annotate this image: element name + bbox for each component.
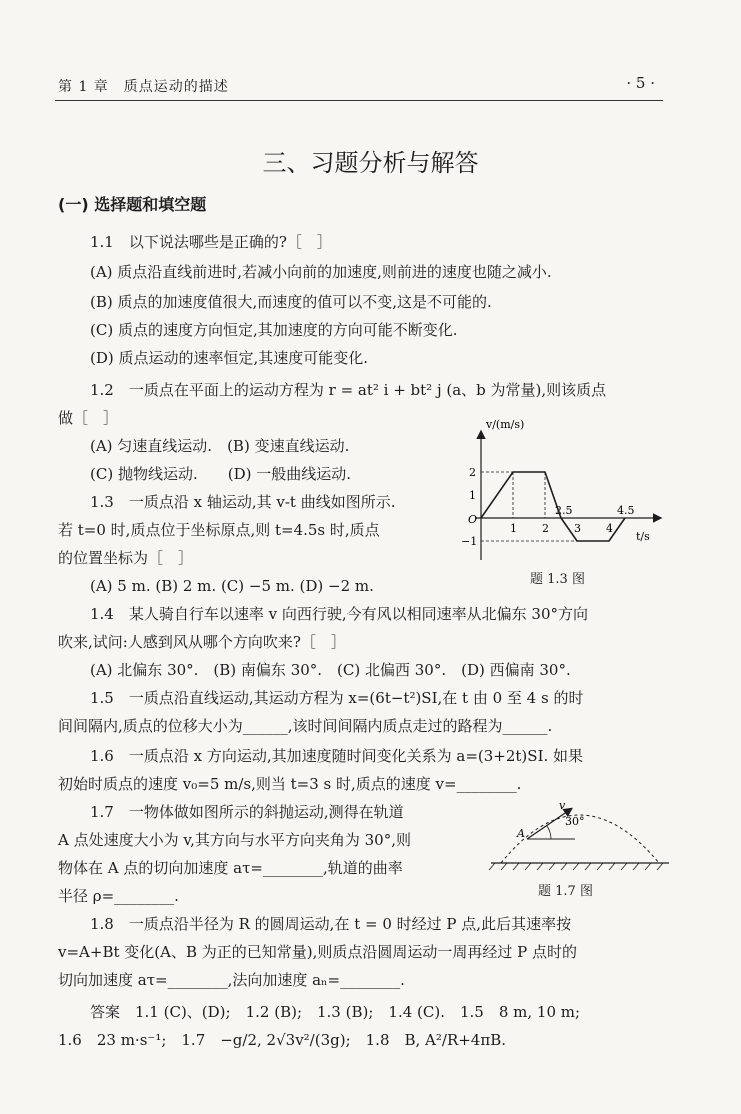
q1-5-stem: 1.5 一质点沿直线运动,其运动方程为 x=(6t−t²)SI,在 t 由 0 至 4 s 的时 [90, 689, 584, 707]
q1-8-stem-cont: v=A+Bt 变化(A、B 为正的已知常量),则质点沿圆周运动一周再经过 P 点时的 [58, 943, 577, 961]
answers-line-1: 答案 1.1 (C)、(D); 1.2 (B); 1.3 (B); 1.4 (C). 1.5 8 m, 10 m; [90, 1003, 581, 1021]
vt-curve [481, 472, 625, 541]
q1-5-stem-cont: 间间隔内,质点的位移大小为______,该时间间隔内质点走过的路程为______. [58, 717, 553, 735]
angle-arc [547, 826, 551, 839]
q1-1-option-b: (B) 质点的加速度值很大,而速度的值可以不变,这是不可能的. [90, 293, 492, 311]
page-number: · 5 · [626, 74, 655, 92]
origin-label: O [468, 513, 478, 526]
q1-6-stem-cont: 初始时质点的速度 v₀=5 m/s,则当 t=3 s 时,质点的速度 v=________. [58, 775, 522, 793]
q1-7-stem-cont3: 半径 ρ=________. [58, 887, 179, 905]
q1-1-option-a: (A) 质点沿直线前进时,若减小向前的加速度,则前进的速度也随之减小. [90, 263, 552, 281]
y-tick-1: 1 [469, 489, 476, 502]
q1-7-stem-cont2: 物体在 A 点的切向加速度 aτ=________,轨道的曲率 [58, 859, 403, 877]
velocity-label: v [559, 799, 566, 812]
q1-1-stem: 1.1 以下说法哪些是正确的?［ ］ [90, 233, 332, 251]
section-title: 三、习题分析与解答 [262, 149, 479, 177]
x-tick-1: 1 [510, 522, 517, 535]
fig-1-3-caption: 题 1.3 图 [530, 572, 585, 587]
header-rule [55, 100, 663, 101]
point-a-label: A [517, 827, 525, 840]
subsection-title: (一) 选择题和填空题 [58, 195, 207, 214]
q1-7-stem-cont: A 点处速度大小为 v,其方向与水平方向夹角为 30°,则 [58, 831, 411, 849]
q1-1-option-d: (D) 质点运动的速率恒定,其速度可能变化. [90, 349, 369, 367]
y-axis-label: v/(m/s) [486, 418, 525, 431]
x-tick-3: 3 [574, 522, 581, 535]
q1-2-stem-cont: 做［ ］ [58, 409, 119, 427]
fig-1-3-vt-graph [460, 410, 680, 590]
x-tick-4-5: 4.5 [617, 504, 635, 517]
q1-6-stem: 1.6 一质点沿 x 方向运动,其加速度随时间变化关系为 a=(3+2t)SI. 如果 [90, 747, 584, 765]
q1-4-stem: 1.4 某人骑自行车以速率 v 向西行驶,今有风以相同速率从北偏东 30°方向 [90, 605, 588, 623]
x-tick-2: 2 [542, 522, 549, 535]
chapter-header: 第 1 章 质点运动的描述 [58, 79, 229, 95]
q1-8-stem: 1.8 一质点沿半径为 R 的圆周运动,在 t = 0 时经过 P 点,此后其速率按 [90, 915, 572, 933]
q1-3-options: (A) 5 m. (B) 2 m. (C) −5 m. (D) −2 m. [90, 577, 374, 595]
x-tick-4: 4 [606, 522, 613, 535]
ground-hatch [489, 863, 663, 870]
answers-line-2: 1.6 23 m·s⁻¹; 1.7 −g/2, 2√3v²/(3g); 1.8 B, A²/R+4πB. [58, 1031, 507, 1049]
q1-1-option-c: (C) 质点的速度方向恒定,其加速度的方向可能不断变化. [90, 321, 458, 339]
y-tick-minus1: −1 [461, 535, 478, 548]
q1-2-stem: 1.2 一质点在平面上的运动方程为 r = at² i + bt² j (a、b 为常量),则该质点 [90, 381, 607, 399]
y-tick-2: 2 [469, 466, 476, 479]
q1-7-stem: 1.7 一物体做如图所示的斜抛运动,测得在轨道 [90, 803, 404, 821]
q1-2-options-cd: (C) 抛物线运动. (D) 一般曲线运动. [90, 465, 351, 483]
q1-3-stem: 1.3 一质点沿 x 轴运动,其 v-t 曲线如图所示. [90, 493, 396, 511]
fig-1-7-caption: 题 1.7 图 [538, 884, 593, 899]
q1-2-options-ab: (A) 匀速直线运动. (B) 变速直线运动. [90, 437, 350, 455]
q1-3-stem-cont: 若 t=0 时,质点位于坐标原点,则 t=4.5s 时,质点 [58, 521, 380, 539]
angle-label: 30° [565, 815, 585, 828]
x-axis-label: t/s [636, 530, 650, 543]
q1-8-stem-cont2: 切向加速度 aτ=________,法向加速度 aₙ=________. [58, 971, 405, 989]
q1-4-options: (A) 北偏东 30°. (B) 南偏东 30°. (C) 北偏西 30°. (D) 西偏南 30°. [90, 661, 571, 679]
x-tick-2-5: 2.5 [555, 504, 573, 517]
q1-3-stem-cont2: 的位置坐标为［ ］ [58, 549, 194, 567]
fig-1-7-projectile [483, 795, 673, 875]
q1-4-stem-cont: 吹来,试问:人感到风从哪个方向吹来?［ ］ [58, 633, 346, 651]
